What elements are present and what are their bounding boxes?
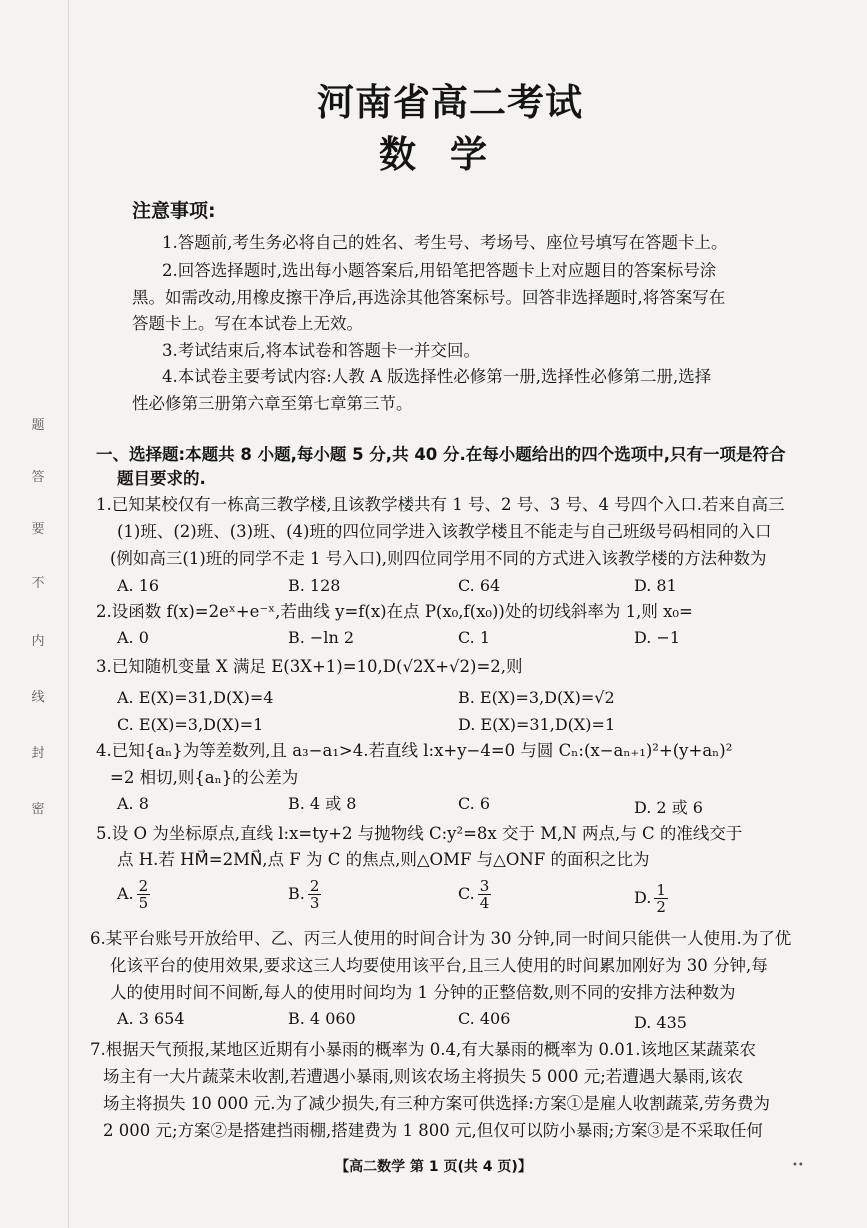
q6-option-b: B. 4 060: [288, 1009, 356, 1028]
q5-option-b: [288, 878, 321, 911]
q6-option-a: A. 3 654: [117, 1009, 185, 1028]
binding-mark: 线: [31, 690, 45, 705]
notice-heading: 注意事项:: [132, 200, 216, 222]
question-1-line: 1.已知某校仅有一栋高三教学楼,且该教学楼共有 1 号、2 号、3 号、4 号四个入口.若来自高三: [96, 495, 785, 514]
notice-line: 黑。如需改动,用橡皮擦干净后,再选涂其他答案标号。回答非选择题时,将答案写在: [132, 288, 726, 307]
option-label: A.: [117, 884, 134, 903]
binding-mark: 内: [31, 634, 45, 649]
question-2-line: 2.设函数 f(x)=2eˣ+e⁻ˣ,若曲线 y=f(x)在点 P(x₀,f(x₀))处的切线斜率为 1,则 x₀=: [96, 602, 693, 621]
q1-option-d: D. 81: [634, 576, 677, 595]
q4-option-c: C. 6: [458, 794, 491, 813]
notice-line: 3.考试结束后,将本试卷和答题卡一并交回。: [162, 341, 480, 360]
q5-option-d: [634, 882, 668, 915]
fraction: [137, 878, 151, 911]
question-6-line: 化该平台的使用效果,要求这三人均要使用该平台,且三人使用的时间累加刚好为 30 分钟,每: [110, 956, 768, 975]
notice-line: 1.答题前,考生务必将自己的姓名、考生号、考场号、座位号填写在答题卡上。: [162, 233, 728, 252]
binding-mark: 封: [31, 746, 45, 761]
option-label: D.: [634, 888, 652, 907]
q3-option-b: B. E(X)=3,D(X)=√2: [458, 688, 615, 707]
question-1-line: (例如高三(1)班的同学不走 1 号入口),则四位同学用不同的方式进入该教学楼的方法种数为: [110, 549, 767, 568]
q3-option-d: D. E(X)=31,D(X)=1: [458, 715, 616, 734]
binding-edge-line: [68, 0, 69, 1228]
numerator: 3: [479, 877, 490, 895]
question-7-line: 场主有一大片蔬菜未收割,若遭遇小暴雨,则该农场主将损失 5 000 元;若遭遇大暴雨,该农: [103, 1067, 744, 1086]
q2-option-c: C. 1: [458, 628, 491, 647]
section-heading: 一、选择题:本题共 8 小题,每小题 5 分,共 40 分.在每小题给出的四个选项中,只有一项是符合: [96, 445, 786, 464]
question-7-line: 场主将损失 10 000 元.为了减少损失,有三种方案可供选择:方案①是雇人收割蔬菜,劳务费为: [103, 1094, 771, 1113]
binding-mark: 答: [31, 470, 45, 485]
q4-option-d: D. 2 或 6: [634, 798, 703, 817]
numerator: 2: [138, 877, 149, 895]
denominator: 3: [309, 894, 320, 912]
question-3-line: 3.已知随机变量 X 满足 E(3X+1)=10,D(√2X+√2)=2,则: [96, 657, 523, 676]
subject-title: 数学: [379, 133, 521, 176]
question-1-line: (1)班、(2)班、(3)班、(4)班的四位同学进入该教学楼且不能走与自己班级号码相同的入口: [117, 522, 772, 541]
q2-option-a: A. 0: [117, 628, 149, 647]
binding-mark: 题: [31, 418, 45, 433]
q1-option-a: A. 16: [117, 576, 160, 595]
denominator: 2: [656, 898, 666, 916]
question-4-line: =2 相切,则{aₙ}的公差为: [110, 768, 299, 787]
question-7-line: 2 000 元;方案②是搭建挡雨棚,搭建费为 1 800 元,但仅可以防小暴雨;方案③是不采取任何: [103, 1121, 763, 1140]
notice-line: 4.本试卷主要考试内容:人教 A 版选择性必修第一册,选择性必修第二册,选择: [162, 367, 712, 386]
q4-option-a: A. 8: [117, 794, 149, 813]
fraction: [308, 878, 322, 911]
question-5-line: 点 H.若 HM⃗=2MN⃗,点 F 为 C 的焦点,则△OMF 与△ONF 的面积之比为: [117, 850, 650, 869]
fraction: [654, 882, 668, 915]
q5-option-a: [117, 878, 150, 911]
q1-option-b: B. 128: [288, 576, 341, 595]
section-heading-cont: 题目要求的.: [117, 469, 206, 488]
notice-line: 答题卡上。写在本试卷上无效。: [132, 314, 363, 333]
exam-title: 河南省高二考试: [317, 81, 583, 124]
binding-mark: 不: [31, 576, 45, 591]
fraction: [478, 878, 492, 911]
q3-option-c: C. E(X)=3,D(X)=1: [117, 715, 264, 734]
binding-mark: 密: [31, 802, 45, 817]
question-7-line: 7.根据天气预报,某地区近期有小暴雨的概率为 0.4,有大暴雨的概率为 0.01.该地区某蔬菜农: [90, 1040, 756, 1059]
q4-option-b: B. 4 或 8: [288, 794, 357, 813]
option-label: B.: [288, 884, 305, 903]
option-label: C.: [458, 884, 475, 903]
q6-option-d: D. 435: [634, 1013, 687, 1032]
notice-line: 2.回答选择题时,选出每小题答案后,用铅笔把答题卡上对应题目的答案标号涂: [162, 261, 717, 280]
page-footer: 【高二数学 第 1 页(共 4 页)】: [335, 1159, 532, 1175]
q3-option-a: A. E(X)=31,D(X)=4: [117, 688, 274, 707]
question-4-line: 4.已知{aₙ}为等差数列,且 a₃−a₁>4.若直线 l:x+y−4=0 与圆 Cₙ:(x−aₙ₊₁)²+(y+aₙ)²: [96, 741, 733, 760]
denominator: 4: [479, 894, 490, 912]
q1-option-c: C. 64: [458, 576, 501, 595]
q6-option-c: C. 406: [458, 1009, 511, 1028]
question-5-line: 5.设 O 为坐标原点,直线 l:x=ty+2 与抛物线 C:y²=8x 交于 M,N 两点,与 C 的准线交于: [96, 824, 743, 843]
question-6-line: 人的使用时间不间断,每人的使用时间均为 1 分钟的正整倍数,则不同的安排方法种数为: [110, 983, 736, 1002]
notice-line: 性必修第三册第六章至第七章第三节。: [132, 394, 413, 413]
binding-mark: 要: [31, 522, 45, 537]
question-6-line: 6.某平台账号开放给甲、乙、丙三人使用的时间合计为 30 分钟,同一时间只能供一人使用.为了优: [90, 929, 792, 948]
q2-option-b: B. −ln 2: [288, 628, 355, 647]
numerator: 1: [656, 881, 666, 899]
corner-mark: ••: [792, 1160, 804, 1171]
numerator: 2: [309, 877, 320, 895]
q5-option-c: [458, 878, 491, 911]
denominator: 5: [138, 894, 149, 912]
q2-option-d: D. −1: [634, 628, 681, 647]
